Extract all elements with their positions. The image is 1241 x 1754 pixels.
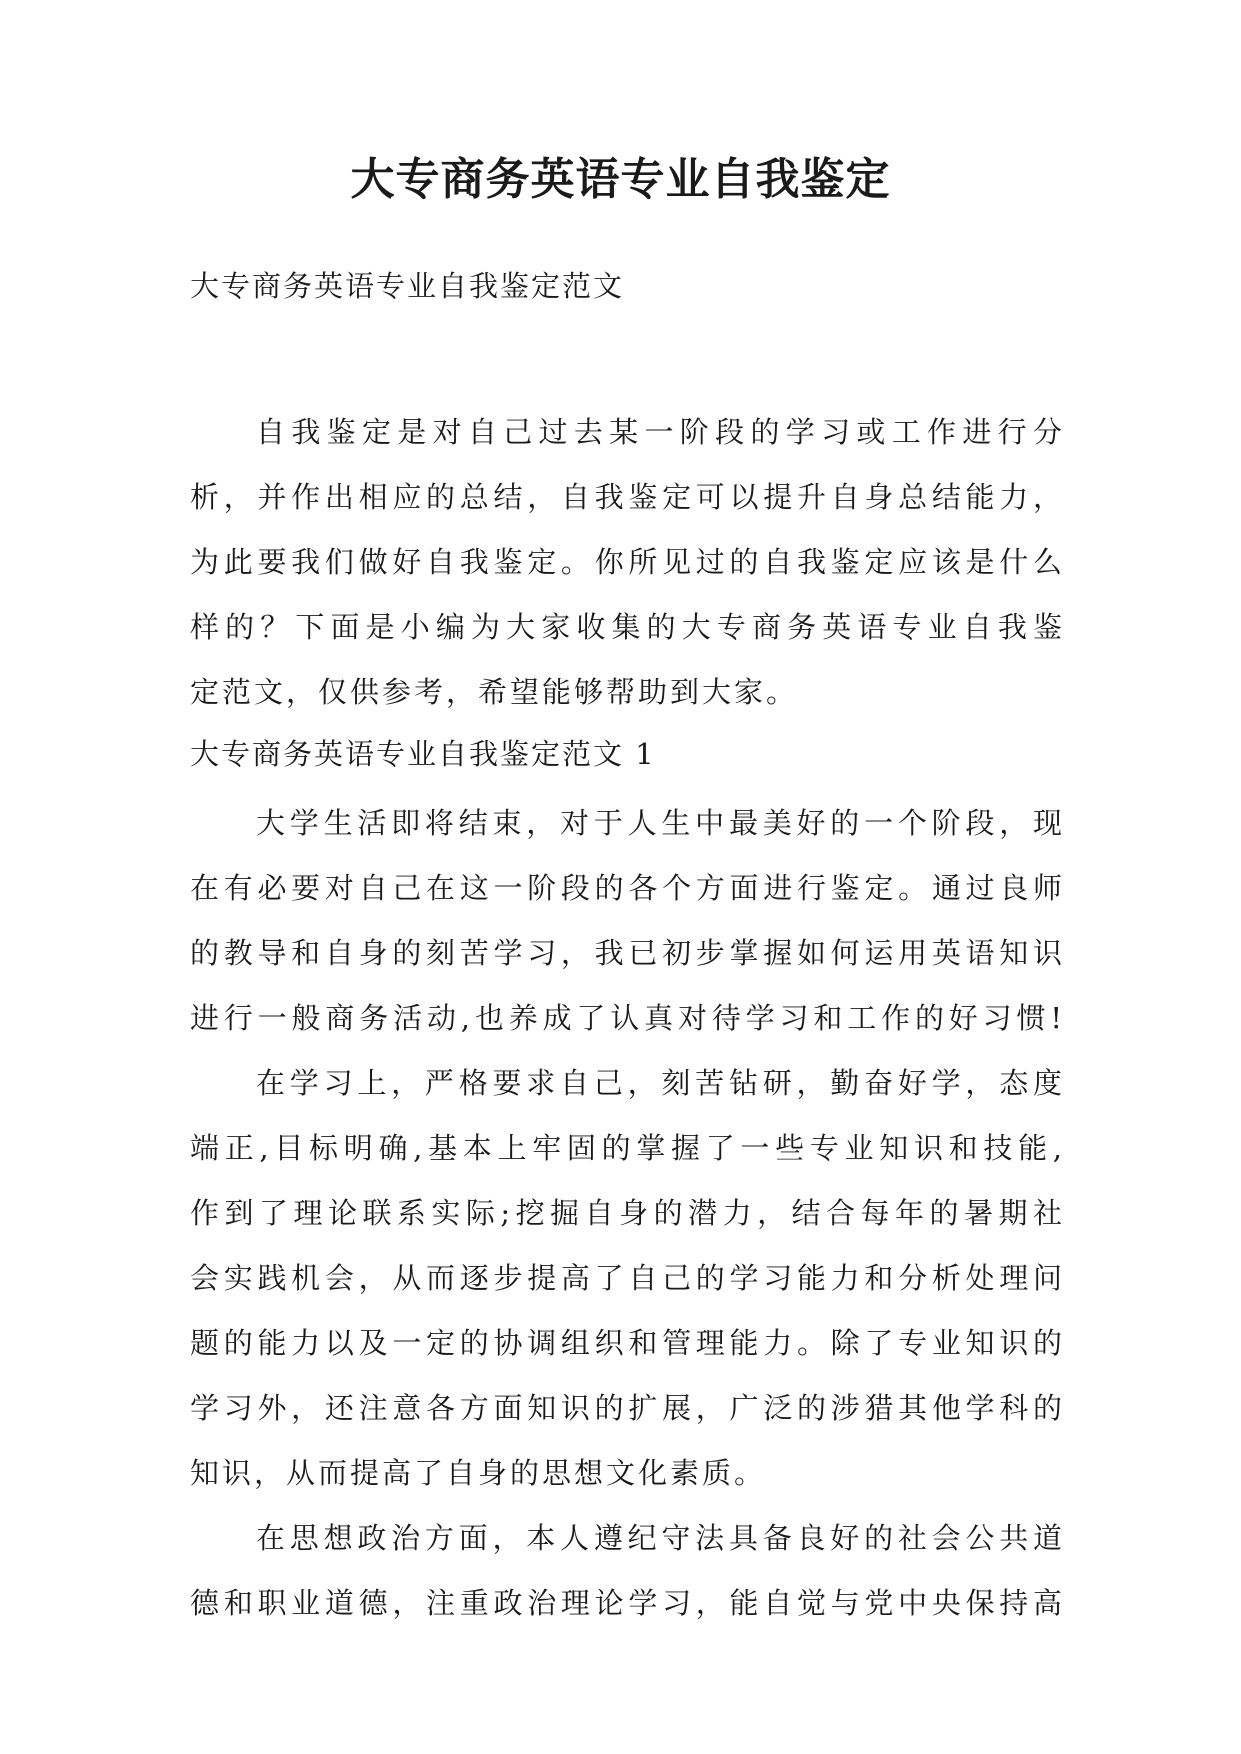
text-line: 定范文，仅供参考，希望能够帮助到大家。 xyxy=(190,675,799,709)
text-line: 的教导和自身的刻苦学习，我已初步掌握如何运用英语知识 xyxy=(190,936,1062,970)
text-line: 德和职业道德，注重政治理论学习，能自觉与党中央保持高 xyxy=(190,1586,1062,1620)
section-heading: 大专商务英语专业自我鉴定范文 1 xyxy=(190,737,656,771)
text-line: 样的？下面是小编为大家收集的大专商务英语专业自我鉴 xyxy=(190,610,1062,644)
body-paragraph-3 xyxy=(190,1506,1062,1636)
text-line: 题的能力以及一定的协调组织和管理能力。除了专业知识的 xyxy=(190,1326,1062,1360)
text-line: 知识，从而提高了自身的思想文化素质。 xyxy=(190,1456,767,1490)
intro-paragraph xyxy=(190,400,1062,725)
text-line: 大学生活即将结束，对于人生中最美好的一个阶段，现 xyxy=(256,806,1062,840)
text-line: 会实践机会，从而逐步提高了自己的学习能力和分析处理问 xyxy=(190,1261,1062,1295)
text-line: 在学习上，严格要求自己，刻苦钻研，勤奋好学，态度 xyxy=(256,1066,1062,1100)
body-paragraph-2 xyxy=(190,1051,1062,1506)
text-line: 端正,目标明确,基本上牢固的掌握了一些专业知识和技能, xyxy=(190,1131,1062,1165)
text-line: 学习外，还注意各方面知识的扩展，广泛的涉猎其他学科的 xyxy=(190,1391,1062,1425)
text-line: 作到了理论联系实际;挖掘自身的潜力，结合每年的暑期社 xyxy=(190,1196,1062,1230)
text-line: 在有必要对自己在这一阶段的各个方面进行鉴定。通过良师 xyxy=(190,871,1062,905)
text-line: 在思想政治方面，本人遵纪守法具备良好的社会公共道 xyxy=(256,1521,1062,1555)
text-line: 自我鉴定是对自己过去某一阶段的学习或工作进行分 xyxy=(256,415,1062,449)
body-paragraph-1 xyxy=(190,791,1062,1051)
text-line: 为此要我们做好自我鉴定。你所见过的自我鉴定应该是什么 xyxy=(190,545,1062,579)
text-line: 析，并作出相应的总结，自我鉴定可以提升自身总结能力， xyxy=(190,480,1062,514)
text-line: 进行一般商务活动,也养成了认真对待学习和工作的好习惯! xyxy=(190,1001,1062,1035)
document-title: 大专商务英语专业自我鉴定 xyxy=(350,154,891,205)
document-subtitle: 大专商务英语专业自我鉴定范文 xyxy=(190,269,625,303)
